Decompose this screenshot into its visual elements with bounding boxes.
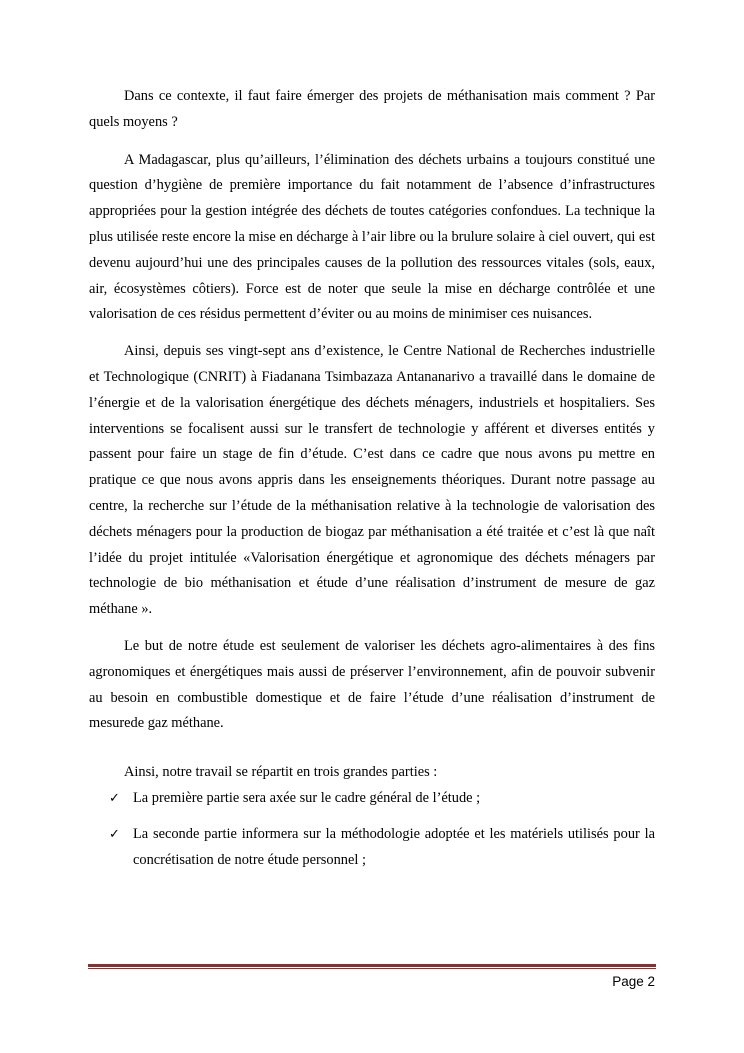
checkmark-icon: ✓ — [109, 790, 120, 806]
checkmark-icon: ✓ — [109, 826, 120, 842]
paragraph-objective: Le but de notre étude est seulement de valoriser les déchets agro-alimentaires à des fins agronomiques et énergétiques mais aussi de préserver l’environnement, afin de pouvoir subvenir au besoin en combustible domestique et de faire l’étude d’une réalisation d’instrument de mesurede gaz méthane. — [89, 637, 655, 732]
paragraph-outline: Ainsi, notre travail se répartit en trois grandes parties : — [124, 764, 438, 781]
paragraph-cnrit: Ainsi, depuis ses vingt-sept ans d’existence, le Centre National de Recherches industrielle et Technologique (CNRIT) à Fiadanana Tsimbazaza Antananarivo a travaillé dans le domaine de l’énergie et de la valorisation énergétique des déchets ménagers, industriels et hospitaliers. Ses interventions se focalisent aussi sur le transfert de technologie y afférent et diverses entités y passent pour faire un stage de fin d’étude. C’est dans ce cadre que nous avons pu mettre en pratique ce que nous avons appris dans les enseignements théoriques. Durant notre passage au centre, la recherche sur l’étude de la méthanisation relative à la technologie de valorisation des déchets ménagers pour la production de biogaz par méthanisation a été traitée et c’est là que naît l’idée du projet intitulée «Valorisation énergétique et agronomique des déchets ménagers par technologie de bio méthanisation et étude d’une réalisation d’instrument de mesure de gaz méthane ». — [89, 343, 655, 618]
list-item — [89, 786, 655, 812]
list-item — [89, 822, 655, 874]
page-number: Page 2 — [612, 974, 655, 989]
footer-divider-thin — [88, 968, 656, 969]
paragraph-intro: Dans ce contexte, il faut faire émerger des projets de méthanisation mais comment ? Par quels moyens ? — [89, 88, 655, 130]
document-body — [89, 84, 655, 873]
outline-list — [89, 786, 655, 873]
list-item-text: La première partie sera axée sur le cadre général de l’étude ; — [133, 789, 481, 806]
paragraph-madagascar: A Madagascar, plus qu’ailleurs, l’élimination des déchets urbains a toujours constitué une question d’hygiène de première importance du fait notamment de l’absence d’infrastructures appropriées pour la gestion intégrée des déchets de toutes catégories confondues. La technique la plus utilisée reste encore la mise en décharge à l’air libre ou la brulure solaire à ciel ouvert, qui est devenu aujourd’hui une des principales causes de la pollution des ressources vitales (sols, eaux, air, écosystèmes côtiers). Force est de noter que seule la mise en décharge contrôlée et une valorisation de ces résidus permettent d’éviter ou au moins de minimiser ces nuisances. — [89, 151, 655, 323]
list-item-text: La seconde partie informera sur la méthodologie adoptée et les matériels utilisés pour la concrétisation de notre étude personnel ; — [133, 825, 655, 868]
footer-divider — [88, 964, 656, 967]
